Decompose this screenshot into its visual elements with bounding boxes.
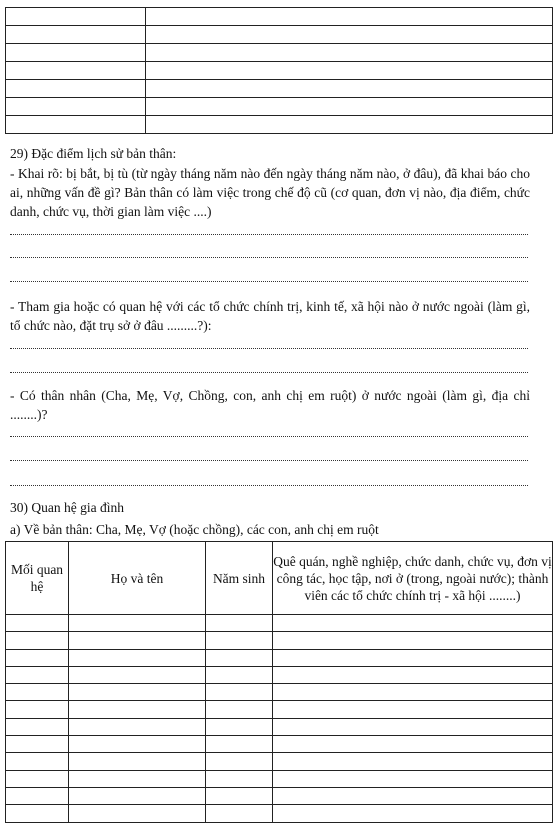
answer-line[interactable]	[10, 460, 528, 461]
table-cell[interactable]	[6, 770, 69, 787]
table-cell[interactable]	[146, 98, 553, 116]
table-row	[6, 615, 553, 632]
table-cell[interactable]	[6, 684, 69, 701]
table-row	[6, 80, 553, 98]
table-row	[6, 44, 553, 62]
table-cell[interactable]	[69, 805, 206, 822]
table-row	[6, 770, 553, 787]
table-cell[interactable]	[6, 753, 69, 770]
table-row	[6, 805, 553, 822]
answer-line[interactable]	[10, 436, 528, 437]
table-cell[interactable]	[273, 615, 553, 632]
table-cell[interactable]	[6, 44, 146, 62]
answer-line[interactable]	[10, 234, 528, 235]
table-row	[6, 26, 553, 44]
table-cell[interactable]	[6, 116, 146, 134]
table-row	[6, 753, 553, 770]
table-cell[interactable]	[69, 615, 206, 632]
table-cell[interactable]	[69, 770, 206, 787]
table-row	[6, 701, 553, 718]
table-row	[6, 736, 553, 753]
table-cell[interactable]	[6, 736, 69, 753]
column-header-details: Quê quán, nghề nghiệp, chức danh, chức vụ, đơn vị công tác, học tập, nơi ở (trong, ngoài nước); thành viên các tổ chức chính trị - xã hội ........)	[273, 542, 553, 615]
table-cell[interactable]	[273, 632, 553, 649]
table-row	[6, 666, 553, 683]
column-header-full-name: Họ và tên	[69, 542, 206, 615]
section-30-subtitle: a) Về bản thân: Cha, Mẹ, Vợ (hoặc chồng), các con, anh chị em ruột	[10, 522, 379, 537]
table-cell[interactable]	[206, 770, 273, 787]
table-cell[interactable]	[206, 805, 273, 822]
table-cell[interactable]	[273, 701, 553, 718]
table-cell[interactable]	[273, 736, 553, 753]
table-row	[6, 718, 553, 735]
table-cell[interactable]	[6, 805, 69, 822]
table-cell[interactable]	[206, 684, 273, 701]
table-cell[interactable]	[206, 736, 273, 753]
table-cell[interactable]	[273, 684, 553, 701]
answer-line[interactable]	[10, 348, 528, 349]
table-cell[interactable]	[6, 701, 69, 718]
table-row	[6, 98, 553, 116]
table-cell[interactable]	[273, 805, 553, 822]
table-cell[interactable]	[146, 116, 553, 134]
table-cell[interactable]	[206, 701, 273, 718]
table-row	[6, 116, 553, 134]
table-cell[interactable]	[206, 666, 273, 683]
table-cell[interactable]	[6, 80, 146, 98]
table-row	[6, 684, 553, 701]
table-cell[interactable]	[6, 26, 146, 44]
table-cell[interactable]	[69, 718, 206, 735]
table-row	[6, 649, 553, 666]
table-cell[interactable]	[206, 632, 273, 649]
table-cell[interactable]	[273, 770, 553, 787]
table-cell[interactable]	[6, 632, 69, 649]
table-cell[interactable]	[69, 666, 206, 683]
table-cell[interactable]	[146, 8, 553, 26]
table-cell[interactable]	[273, 787, 553, 804]
table-cell[interactable]	[6, 666, 69, 683]
section-29-para-history: - Khai rõ: bị bắt, bị tù (từ ngày tháng năm nào đến ngày tháng năm nào, ở đâu), đã khai báo cho ai, những vấn đề gì? Bản thân có làm việc trong chế độ cũ (cơ quan, đơn vị nào, địa điểm, chức danh, chức vụ, thời gian làm việc ....)	[10, 166, 530, 219]
column-header-birth-year: Năm sinh	[206, 542, 273, 615]
table-row	[6, 632, 553, 649]
table-row	[6, 787, 553, 804]
answer-line[interactable]	[10, 372, 528, 373]
section-29-para-foreign-orgs: - Tham gia hoặc có quan hệ với các tổ chức chính trị, kinh tế, xã hội nào ở nước ngoài (làm gì, tổ chức nào, đặt trụ sở ở đâu .........?):	[10, 299, 530, 333]
table-cell[interactable]	[69, 649, 206, 666]
table-cell[interactable]	[6, 8, 146, 26]
table-cell[interactable]	[206, 718, 273, 735]
table-cell[interactable]	[146, 80, 553, 98]
table-row	[6, 62, 553, 80]
table-cell[interactable]	[69, 736, 206, 753]
table-cell[interactable]	[273, 649, 553, 666]
table-cell[interactable]	[206, 615, 273, 632]
table-cell[interactable]	[6, 787, 69, 804]
table-cell[interactable]	[273, 666, 553, 683]
answer-line[interactable]	[10, 257, 528, 258]
table-cell[interactable]	[146, 44, 553, 62]
answer-line[interactable]	[10, 281, 528, 282]
table-cell[interactable]	[69, 701, 206, 718]
table-cell[interactable]	[69, 787, 206, 804]
answer-line[interactable]	[10, 485, 528, 486]
section-29-para-relatives-abroad: - Có thân nhân (Cha, Mẹ, Vợ, Chồng, con, anh chị em ruột) ở nước ngoài (làm gì, địa chỉ ........)?	[10, 388, 530, 422]
section-29-title: 29) Đặc điểm lịch sử bản thân:	[10, 146, 177, 161]
table-cell[interactable]	[273, 753, 553, 770]
column-header-relationship: Mối quan hệ	[6, 542, 69, 615]
table-cell[interactable]	[69, 632, 206, 649]
section-30-title: 30) Quan hệ gia đình	[10, 500, 124, 515]
table-cell[interactable]	[6, 718, 69, 735]
table-cell[interactable]	[146, 62, 553, 80]
table-cell[interactable]	[6, 615, 69, 632]
table-cell[interactable]	[6, 62, 146, 80]
table-cell[interactable]	[206, 649, 273, 666]
table-cell[interactable]	[273, 718, 553, 735]
table-row	[6, 8, 553, 26]
table-cell[interactable]	[69, 684, 206, 701]
table-cell[interactable]	[146, 26, 553, 44]
table-cell[interactable]	[206, 753, 273, 770]
table-cell[interactable]	[69, 753, 206, 770]
family-relations-table	[5, 541, 553, 823]
table-cell[interactable]	[6, 98, 146, 116]
previous-table-continuation	[5, 7, 553, 134]
table-cell[interactable]	[206, 787, 273, 804]
table-cell[interactable]	[6, 649, 69, 666]
